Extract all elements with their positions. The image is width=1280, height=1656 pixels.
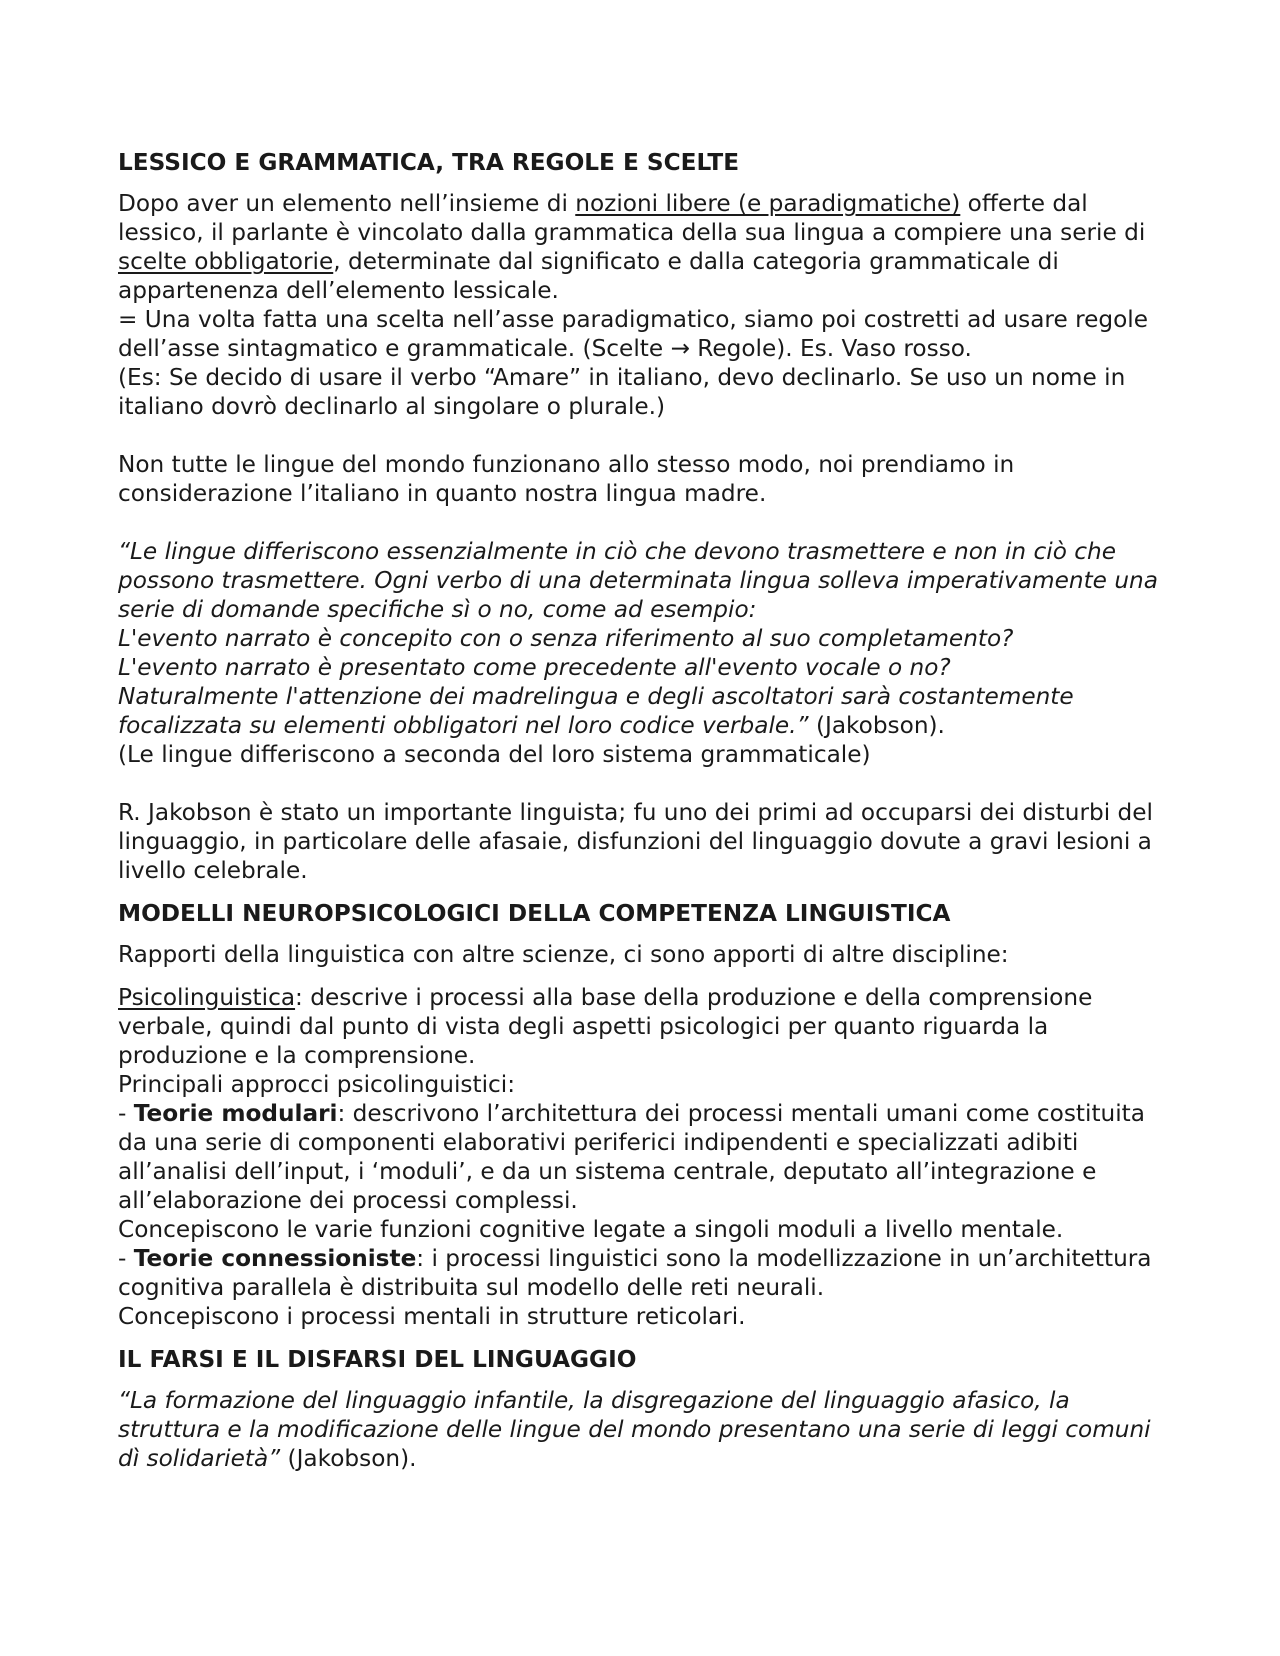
- paragraph-connessioniste-concepiscono: Concepiscono i processi mentali in strutture reticolari.: [118, 1303, 746, 1330]
- paragraph-lingue-mondo: Non tutte le lingue del mondo funzionano allo stesso modo, noi prendiamo in considerazione l’italiano in quanto nostra lingua madre.: [118, 451, 1015, 507]
- spacer: [118, 1331, 1163, 1345]
- quote-jakobson-1: [118, 537, 1163, 740]
- spacer: [118, 885, 1163, 899]
- text-span: -: [118, 1245, 134, 1272]
- paragraph-jakobson-bio: R. Jakobson è stato un importante linguista; fu uno dei primi ad occuparsi dei disturbi del linguaggio, in particolare delle afasaie, disfunzioni del linguaggio dovute a gravi lesioni a livello celebrale.: [118, 799, 1153, 884]
- text-span: , determinate dal significato e dalla categoria grammaticale di appartenenza dell’elemento lessicale.: [118, 248, 1059, 304]
- bold-term: Teorie modulari: [133, 1100, 338, 1127]
- quote-line: L'evento narrato è presentato come precedente all'evento vocale o no?: [118, 654, 951, 681]
- paragraph-sistema-grammaticale: (Le lingue differiscono a seconda del loro sistema grammaticale): [118, 741, 871, 768]
- list-item-teorie-connessioniste: [118, 1244, 1163, 1302]
- paragraph-rapporti: Rapporti della linguistica con altre scienze, ci sono apporti di altre discipline:: [118, 941, 1009, 968]
- bold-term: Teorie connessioniste: [133, 1245, 417, 1272]
- text-span: offerte dal lessico, il parlante è vincolato dalla grammatica della sua lingua a compiere una serie di: [118, 190, 1146, 246]
- text-span: : descrive i processi alla base della produzione e della comprensione verbale, quindi dal punto di vista degli aspetti psicologici per quanto riguarda la produzione e la comprensione.: [118, 984, 1093, 1069]
- quote-line: L'evento narrato è concepito con o senza riferimento al suo completamento?: [118, 625, 1014, 652]
- section-heading-farsi: IL FARSI E IL DISFARSI DEL LINGUAGGIO: [118, 1346, 637, 1373]
- spacer: [118, 769, 1163, 798]
- paragraph-lessico-intro: [118, 189, 1163, 305]
- section-heading-modelli: MODELLI NEUROPSICOLOGICI DELLA COMPETENZA LINGUISTICA: [118, 900, 951, 927]
- list-item-teorie-modulari: [118, 1099, 1163, 1215]
- paragraph-psicolinguistica: [118, 983, 1163, 1070]
- document-page: [118, 148, 1163, 1473]
- spacer: [118, 969, 1163, 983]
- underlined-term: scelte obbligatorie: [118, 248, 334, 275]
- paragraph-esempio: (Es: Se decido di usare il verbo “Amare” in italiano, devo declinarlo. Se uso un nome in italiano dovrò declinarlo al singolare o plurale.): [118, 364, 1126, 420]
- quote-attribution: (Jakobson).: [280, 1445, 417, 1472]
- text-span: : i processi linguistici sono la modellizzazione in un’architettura cognitiva parallela è distribuita sul modello delle reti neurali.: [118, 1245, 1152, 1301]
- spacer: [118, 421, 1163, 450]
- text-span: Dopo aver un elemento nell’insieme di: [118, 190, 576, 217]
- paragraph-approcci: Principali approcci psicolinguistici:: [118, 1071, 516, 1098]
- text-span: -: [118, 1100, 134, 1127]
- underlined-term: nozioni libere (e paradigmatiche): [575, 190, 961, 217]
- paragraph-modulari-concepiscono: Concepiscono le varie funzioni cognitive legate a singoli moduli a livello mentale.: [118, 1216, 1064, 1243]
- quote-text: “La formazione del linguaggio infantile, la disgregazione del linguaggio afasico, la struttura e la modificazione delle lingue del mondo presentano una serie di leggi comuni dì solidarietà”: [118, 1387, 1151, 1472]
- section-heading-lessico: LESSICO E GRAMMATICA, TRA REGOLE E SCELTE: [118, 149, 740, 176]
- quote-attribution: (Jakobson).: [808, 712, 945, 739]
- quote-jakobson-2: [118, 1386, 1163, 1473]
- quote-line: “Le lingue differiscono essenzialmente in ciò che devono trasmettere e non in ciò che possono trasmettere. Ogni verbo di una determinata lingua solleva imperativamente una serie di domande specifiche sì o no, come ad esempio:: [118, 538, 1158, 623]
- spacer: [118, 508, 1163, 537]
- text-span: : descrivono l’architettura dei processi mentali umani come costituita da una serie di componenti elaborativi periferici indipendenti e specializzati adibiti all’analisi dell’input, i ‘moduli’, e da un sistema centrale, deputato all’integrazione e all’elaborazione dei processi complessi.: [118, 1100, 1145, 1214]
- quote-line: Naturalmente l'attenzione dei madrelingua e degli ascoltatori sarà costantemente focalizzata su elementi obbligatori nel loro codice verbale.”: [118, 683, 1074, 739]
- paragraph-scelte-regole: = Una volta fatta una scelta nell’asse paradigmatico, siamo poi costretti ad usare regole dell’asse sintagmatico e grammaticale. (Scelte → Regole). Es. Vaso rosso.: [118, 306, 1148, 362]
- underlined-term: Psicolinguistica: [118, 984, 296, 1011]
